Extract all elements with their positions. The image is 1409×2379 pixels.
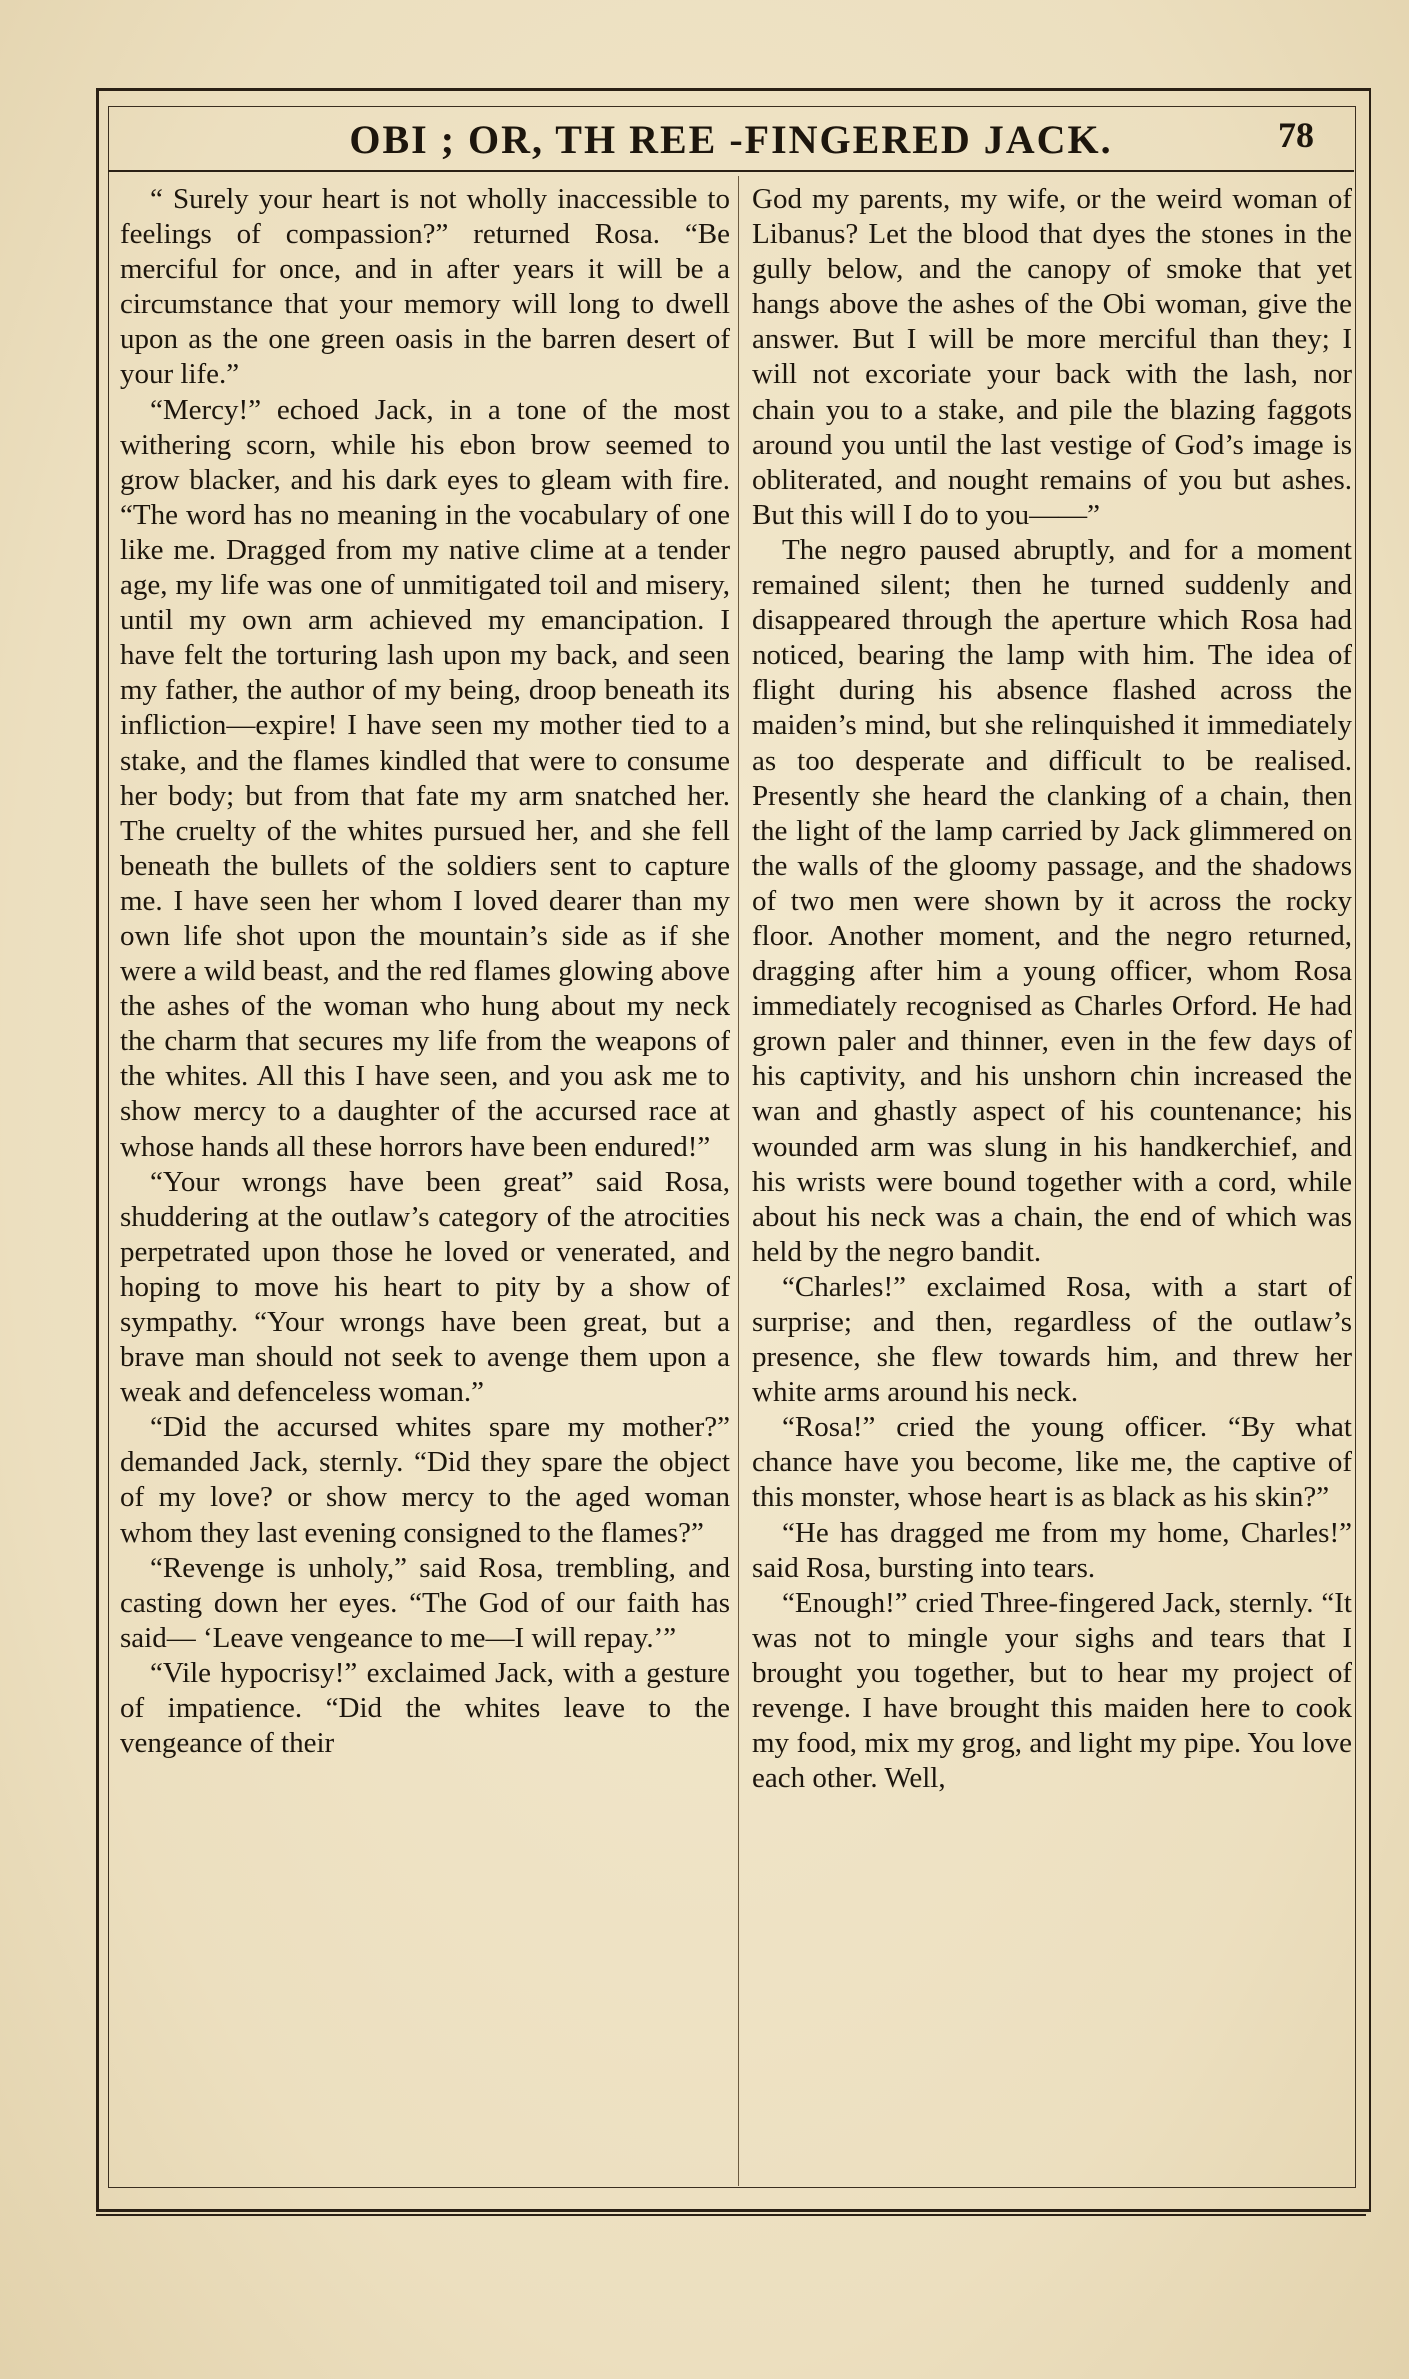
right-paragraph-3: “Charles!” exclaimed Rosa, with a start of surprise; and then, regardless of the outlaw’s presence, she flew towards him, and threw her white arms around his neck. — [752, 1270, 1352, 1409]
left-paragraph-6: “Vile hypocrisy!” exclaimed Jack, with a gesture of impatience. “Did the whites leave to the vengeance of their — [120, 1656, 730, 1760]
page-number: 78 — [1278, 115, 1314, 155]
right-column — [752, 182, 1352, 2172]
running-title: OBI ; OR, TH REE -FINGERED JACK. — [349, 117, 1113, 162]
left-paragraph-4: “Did the accursed whites spare my mother?” demanded Jack, sternly. “Did they spare the object of my love? or show mercy to the aged woman whom they last evening consigned to the flames?” — [120, 1411, 730, 1549]
left-paragraph-2: “Mercy!” echoed Jack, in a tone of the most withering scorn, while his ebon brow seemed to grow blacker, and his dark eyes to gleam with fire. “The word has no meaning in the vocabulary of one like me. Dragged from my native clime at a tender age, my life was one of unmitigated toil and misery, until my own arm achieved my emancipation. I have felt the torturing lash upon my back, and seen my father, the author of my being, droop beneath its infliction—expire! I have seen my mother tied to a stake, and the flames kindled that were to consume her body; but from that fate my arm snatched her. The cruelty of the whites pursued her, and she fell beneath the bullets of the soldiers sent to capture me. I have seen her whom I loved dearer than my own life shot upon the mountain’s side as if she were a wild beast, and the red flames glowing above the ashes of the woman who hung about my neck the charm that secures my life from the weapons of the whites. All this I have seen, and you ask me to show mercy to a daughter of the accursed race at whose hands all these horrors have been endured!” — [120, 393, 730, 1163]
right-paragraph-5: “He has dragged me from my home, Charles!” said Rosa, bursting into tears. — [752, 1516, 1352, 1584]
page-header — [108, 106, 1354, 168]
left-paragraph-3: “Your wrongs have been great” said Rosa, shuddering at the outlaw’s category of the atrocities perpetrated upon those he loved or venerated, and hoping to move his heart to pity by a show of sympathy. “Your wrongs have been great, but a brave man should not seek to avenge them upon a weak and defenceless woman.” — [120, 1165, 730, 1409]
left-column — [120, 182, 730, 2172]
column-divider — [738, 176, 739, 2186]
right-paragraph-2: The negro paused abruptly, and for a moment remained silent; then he turned suddenly and disappeared through the aperture which Rosa had noticed, bearing the lamp with him. The idea of flight during his absence flashed across the maiden’s mind, but she relinquished it immediately as too desperate and difficult to be realised. Presently she heard the clanking of a chain, then the light of the lamp carried by Jack glimmered on the walls of the gloomy passage, and the shadows of two men were shown by it across the rocky floor. Another moment, and the negro returned, dragging after him a young officer, whom Rosa immediately recognised as Charles Orford. He had grown paler and thinner, even in the few days of his captivity, and his unshorn chin increased the wan and ghastly aspect of his countenance; his wounded arm was slung in his handkerchief, and his wrists were bound together with a cord, while about his neck was a chain, the end of which was held by the negro bandit. — [752, 533, 1352, 1268]
bottom-rule — [96, 2214, 1366, 2216]
right-paragraph-6: “Enough!” cried Three-fingered Jack, sternly. “It was not to mingle your sighs and tears that I brought you together, but to hear my project of revenge. I have brought this maiden here to cook my food, mix my grog, and light my pipe. You love each other. Well, — [752, 1586, 1352, 1795]
left-paragraph-5: “Revenge is unholy,” said Rosa, trembling, and casting down her eyes. “The God of our faith has said— ‘Leave vengeance to me—I will repay.’” — [120, 1551, 730, 1654]
right-paragraph-4: “Rosa!” cried the young officer. “By what chance have you become, like me, the captive of this monster, whose heart is as black as his skin?” — [752, 1411, 1352, 1514]
right-paragraph-1: God my parents, my wife, or the weird woman of Libanus? Let the blood that dyes the stones in the gully below, and the canopy of smoke that yet hangs above the ashes of the Obi woman, give the answer. But I will be more merciful than they; I will not excoriate your back with the lash, nor chain you to a stake, and pile the blazing faggots around you until the last vestige of God’s image is obliterated, and nought remains of you but ashes. But this will I do to you——” — [752, 183, 1352, 531]
header-rule — [108, 170, 1354, 172]
left-paragraph-1: “ Surely your heart is not wholly inaccessible to feelings of compassion?” returned Rosa. “Be merciful for once, and in after years it will be a circumstance that your memory will long to dwell upon as the one green oasis in the barren desert of your life.” — [120, 183, 730, 391]
